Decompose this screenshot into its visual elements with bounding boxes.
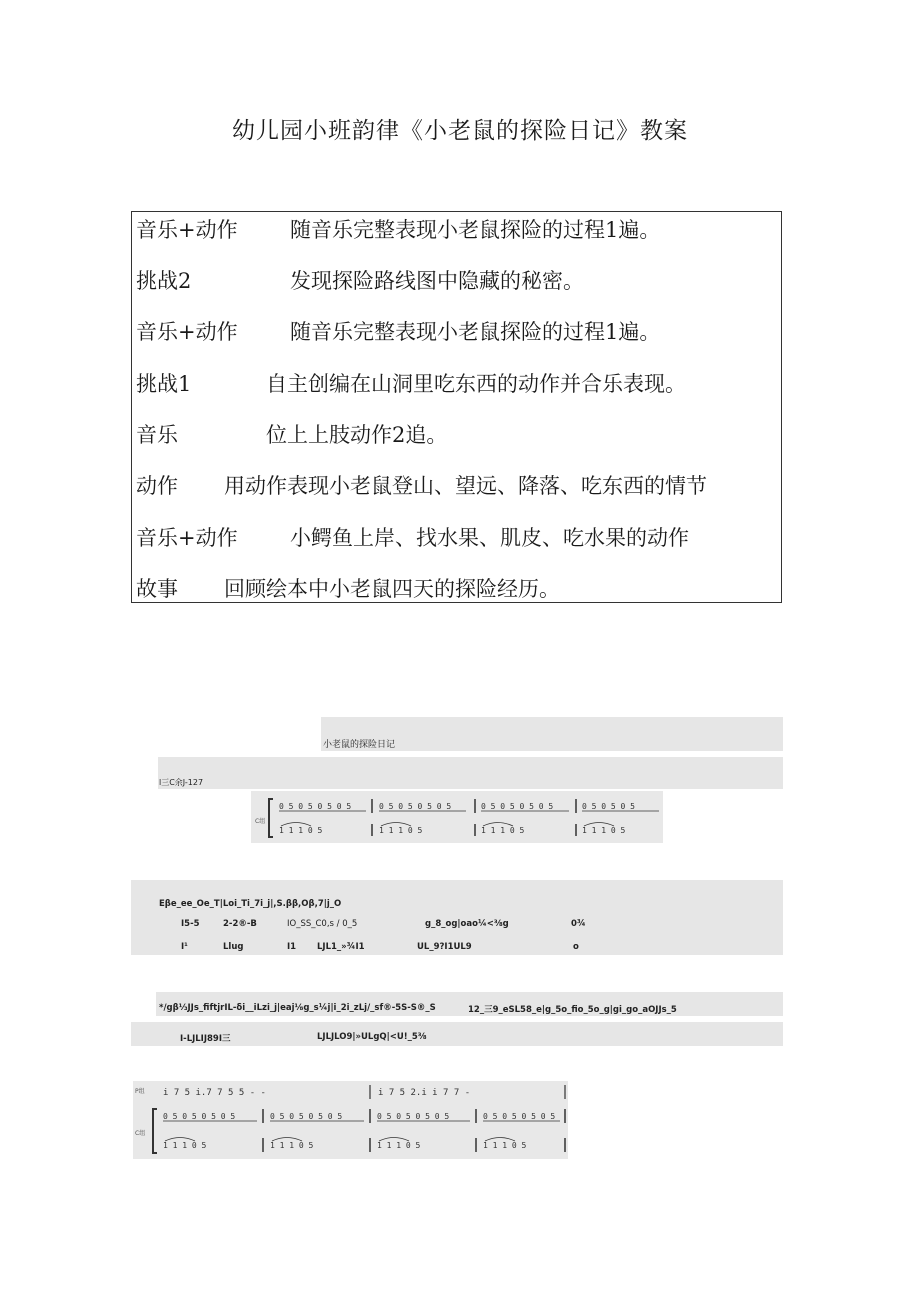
svg-text:1 1 1 0 5: 1 1 1 0 5	[163, 1141, 207, 1150]
svg-text:1 1 1 0 5: 1 1 1 0 5	[483, 1141, 527, 1150]
ocr-line: I-LJLIJ89I三	[180, 1034, 231, 1044]
svg-text:i 7 5 2.i i 7 7 -: i 7 5 2.i i 7 7 -	[378, 1088, 471, 1098]
svg-text:0 5 0 5 0 5 0 5: 0 5 0 5 0 5 0 5	[483, 1112, 556, 1121]
svg-text:1 1 1 0 5: 1 1 1 0 5	[481, 826, 525, 835]
ocr-block-3	[131, 1022, 783, 1046]
plan-row-label: 音乐	[136, 423, 178, 447]
plan-row-label: 动作	[136, 474, 178, 498]
ocr-token: 2-2®-B	[223, 919, 257, 929]
plan-row-text: 随音乐完整表现小老鼠探险的过程1遍。	[290, 320, 661, 344]
svg-text:i 7 5 i.7 7 5 5 - -: i 7 5 i.7 7 5 5 - -	[163, 1088, 266, 1098]
ocr-token: g_8_og|oao¼<⅜g	[425, 919, 509, 929]
lesson-plan-table	[131, 211, 782, 603]
svg-text:0 5 0 5 0 5 0 5: 0 5 0 5 0 5 0 5	[379, 802, 452, 811]
plan-row-text: 回顾绘本中小老鼠四天的探险经历。	[224, 577, 560, 601]
score-title-strip	[321, 717, 783, 751]
ocr-token: I1	[287, 942, 297, 952]
tempo-mark: l三C余J-127	[159, 778, 204, 787]
ocr-block-1	[131, 880, 783, 955]
plan-row-text: 位上上肢动作2追。	[266, 423, 448, 447]
svg-text:C组: C组	[255, 818, 266, 825]
tempo-strip	[158, 757, 783, 789]
ocr-line: */gβ⅓JJs_fiftjrIL-δi__iLzi_j|eaj⅛g_s¼j|i_2i_zLj/_sf®-5S-S®_S	[159, 1003, 436, 1013]
plan-row-text: 发现探险路线图中隐藏的秘密。	[290, 269, 584, 293]
plan-row-label: 故事	[136, 577, 178, 601]
ocr-block-2	[156, 992, 783, 1016]
svg-text:1 1 1 0 5: 1 1 1 0 5	[379, 826, 423, 835]
plan-row-text: 随音乐完整表现小老鼠探险的过程1遍。	[290, 218, 661, 242]
plan-row-label: 音乐+动作	[136, 320, 238, 344]
svg-text:0 5 0 5 0 5 0 5: 0 5 0 5 0 5 0 5	[163, 1112, 236, 1121]
ocr-token: 0¾	[571, 919, 586, 929]
svg-text:0 5 0 5 0 5 0 5: 0 5 0 5 0 5 0 5	[377, 1112, 450, 1121]
svg-text:0 5 0 5 0 5: 0 5 0 5 0 5	[582, 802, 635, 811]
score-image-1	[251, 791, 663, 843]
svg-text:0 5 0 5 0 5 0 5: 0 5 0 5 0 5 0 5	[279, 802, 352, 811]
plan-row-label: 挑战1	[136, 372, 192, 396]
ocr-line: 12_三9_eSL58_e|g_5o_fio_5o_g|gi_go_aOJJs_5	[468, 1005, 677, 1015]
svg-text:1 1 1 0 5: 1 1 1 0 5	[377, 1141, 421, 1150]
ocr-token: IO_SS_C0,s / 0_5	[287, 919, 358, 929]
plan-row-text: 小鳄鱼上岸、找水果、肌皮、吃水果的动作	[290, 526, 689, 550]
plan-row-label: 音乐+动作	[136, 526, 238, 550]
svg-text:C组: C组	[135, 1130, 146, 1137]
ocr-token: LJL1_»¾I1	[317, 942, 365, 952]
svg-text:1 1 1 0 5: 1 1 1 0 5	[270, 1141, 314, 1150]
plan-row-text: 用动作表现小老鼠登山、望远、降落、吃东西的情节	[224, 474, 707, 498]
plan-row-text: 自主创编在山洞里吃东西的动作并合乐表现。	[266, 372, 686, 396]
ocr-token: I¹	[181, 942, 188, 952]
document-title: 幼儿园小班韵律《小老鼠的探险日记》教案	[232, 118, 688, 144]
ocr-token: Llug	[223, 942, 244, 952]
svg-text:0 5 0 5 0 5 0 5: 0 5 0 5 0 5 0 5	[270, 1112, 343, 1121]
ocr-line: LJLJLO9|»ULgQ|<U!_5⅜	[317, 1032, 427, 1042]
score-image-2	[133, 1081, 568, 1159]
svg-text:P组: P组	[135, 1088, 145, 1095]
ocr-token: o	[573, 942, 579, 952]
ocr-line: Eβe_ee_Oe_T|Loi_Ti_7i_j|,S.ββ,Oβ,7|j_O	[159, 899, 342, 909]
plan-row-label: 音乐+动作	[136, 218, 238, 242]
ocr-token: I5-5	[181, 919, 200, 929]
song-title: 小老鼠的探险日记	[323, 740, 396, 750]
svg-text:1 1 1 0 5: 1 1 1 0 5	[582, 826, 626, 835]
ocr-token: UL_9?I1UL9	[417, 942, 472, 952]
plan-row-label: 挑战2	[136, 269, 192, 293]
svg-text:1 1 1 0 5: 1 1 1 0 5	[279, 826, 323, 835]
svg-text:0 5 0 5 0 5 0 5: 0 5 0 5 0 5 0 5	[481, 802, 554, 811]
